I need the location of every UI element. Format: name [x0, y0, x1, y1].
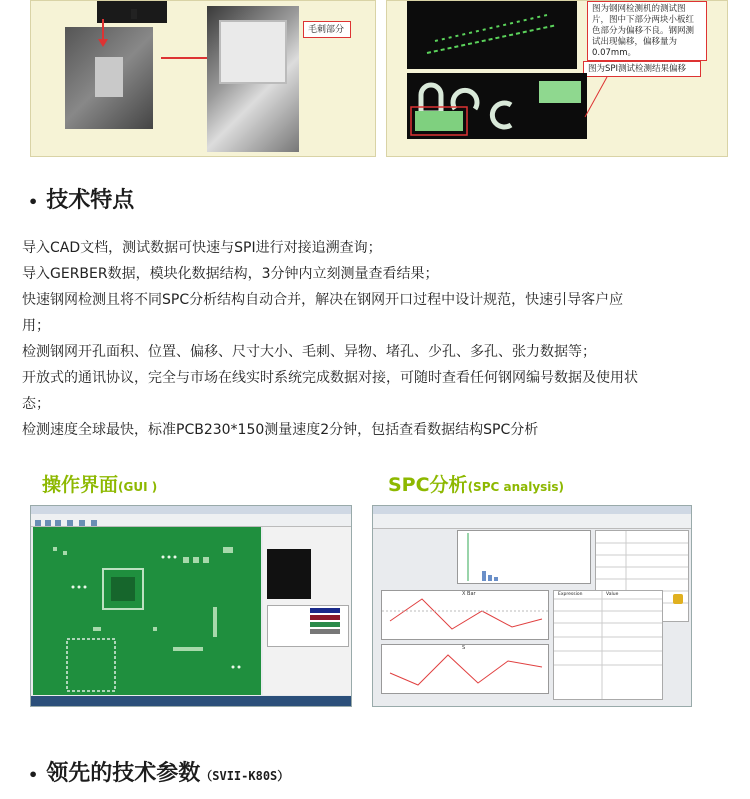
- section-tech-title: • 技术特点: [28, 187, 135, 213]
- toolbar: [373, 514, 691, 529]
- pointer-line: [583, 77, 623, 137]
- feature-line: 快速钢网检测且将不同SPC分析结构自动合并，解决在钢网开口过程中设计规范，快速引导客户应: [22, 292, 624, 308]
- export-icon[interactable]: [673, 594, 683, 604]
- stencil-small-mark: [131, 9, 137, 19]
- spi-caption: 图为SPI测试检测结果偏移: [583, 61, 701, 77]
- stencil-scan-image: [407, 1, 577, 69]
- xbar-chart-label: X Bar: [462, 591, 476, 597]
- feature-line: 导入CAD文档，测试数据可快速与SPI进行对接追溯查询；: [22, 240, 382, 256]
- feature-line: 态；: [22, 396, 50, 412]
- xbar-chart: [381, 590, 549, 640]
- gui-caption: 操作界面(GUI ): [42, 474, 158, 496]
- pcb-view: [33, 527, 261, 695]
- spc-caption: SPC分析(SPC analysis): [388, 474, 565, 496]
- feature-line: 用；: [22, 318, 50, 334]
- feature-line: 开放式的通讯协议，完全与市场在线实时系统完成数据对接，可随时查看任何钢网编号数据及使用状: [22, 370, 638, 386]
- feature-line: 检测速度全球最快，标准PCB230*150测量速度2分钟，包括查看数据结构SPC分析: [22, 422, 539, 438]
- burr-photo: [207, 6, 299, 152]
- s-chart: [381, 644, 549, 694]
- feature-line: 检测钢网开孔面积、位置、偏移、尺寸大小、毛刺、异物、堵孔、少孔、多孔、张力数据等；: [22, 344, 596, 360]
- feature-line: 导入GERBER数据，模块化数据结构，3分钟内立刻测量查看结果；: [22, 266, 439, 282]
- arrow-down-icon: [97, 19, 109, 49]
- section-params-title: • 领先的技术参数（SVII-K80S）: [28, 760, 290, 786]
- stencil-note: 图为钢网检测机的测试图片，图中下部分两块小板红色部分为偏移不良。钢网测试出现偏移，偏移量为0.07mm。: [587, 1, 707, 61]
- gui-screenshot: [30, 505, 352, 707]
- expression-table: Expression Value: [553, 590, 663, 700]
- spc-screenshot: [372, 505, 692, 707]
- stencil-closeup-image: [65, 27, 153, 129]
- s-chart-label: S: [462, 645, 466, 651]
- model-number: （SVII-K80S）: [200, 769, 290, 783]
- taskbar: [31, 696, 351, 707]
- window-titlebar: [373, 506, 691, 514]
- burr-label: 毛刺部分: [303, 21, 351, 38]
- spi-result-image: [407, 73, 587, 139]
- spi-offset-panel: [386, 0, 728, 157]
- toolbar: [31, 514, 351, 527]
- side-panel: [263, 527, 351, 695]
- window-titlebar: [31, 506, 351, 514]
- burr-comparison-panel: [30, 0, 376, 157]
- histogram: [457, 530, 591, 584]
